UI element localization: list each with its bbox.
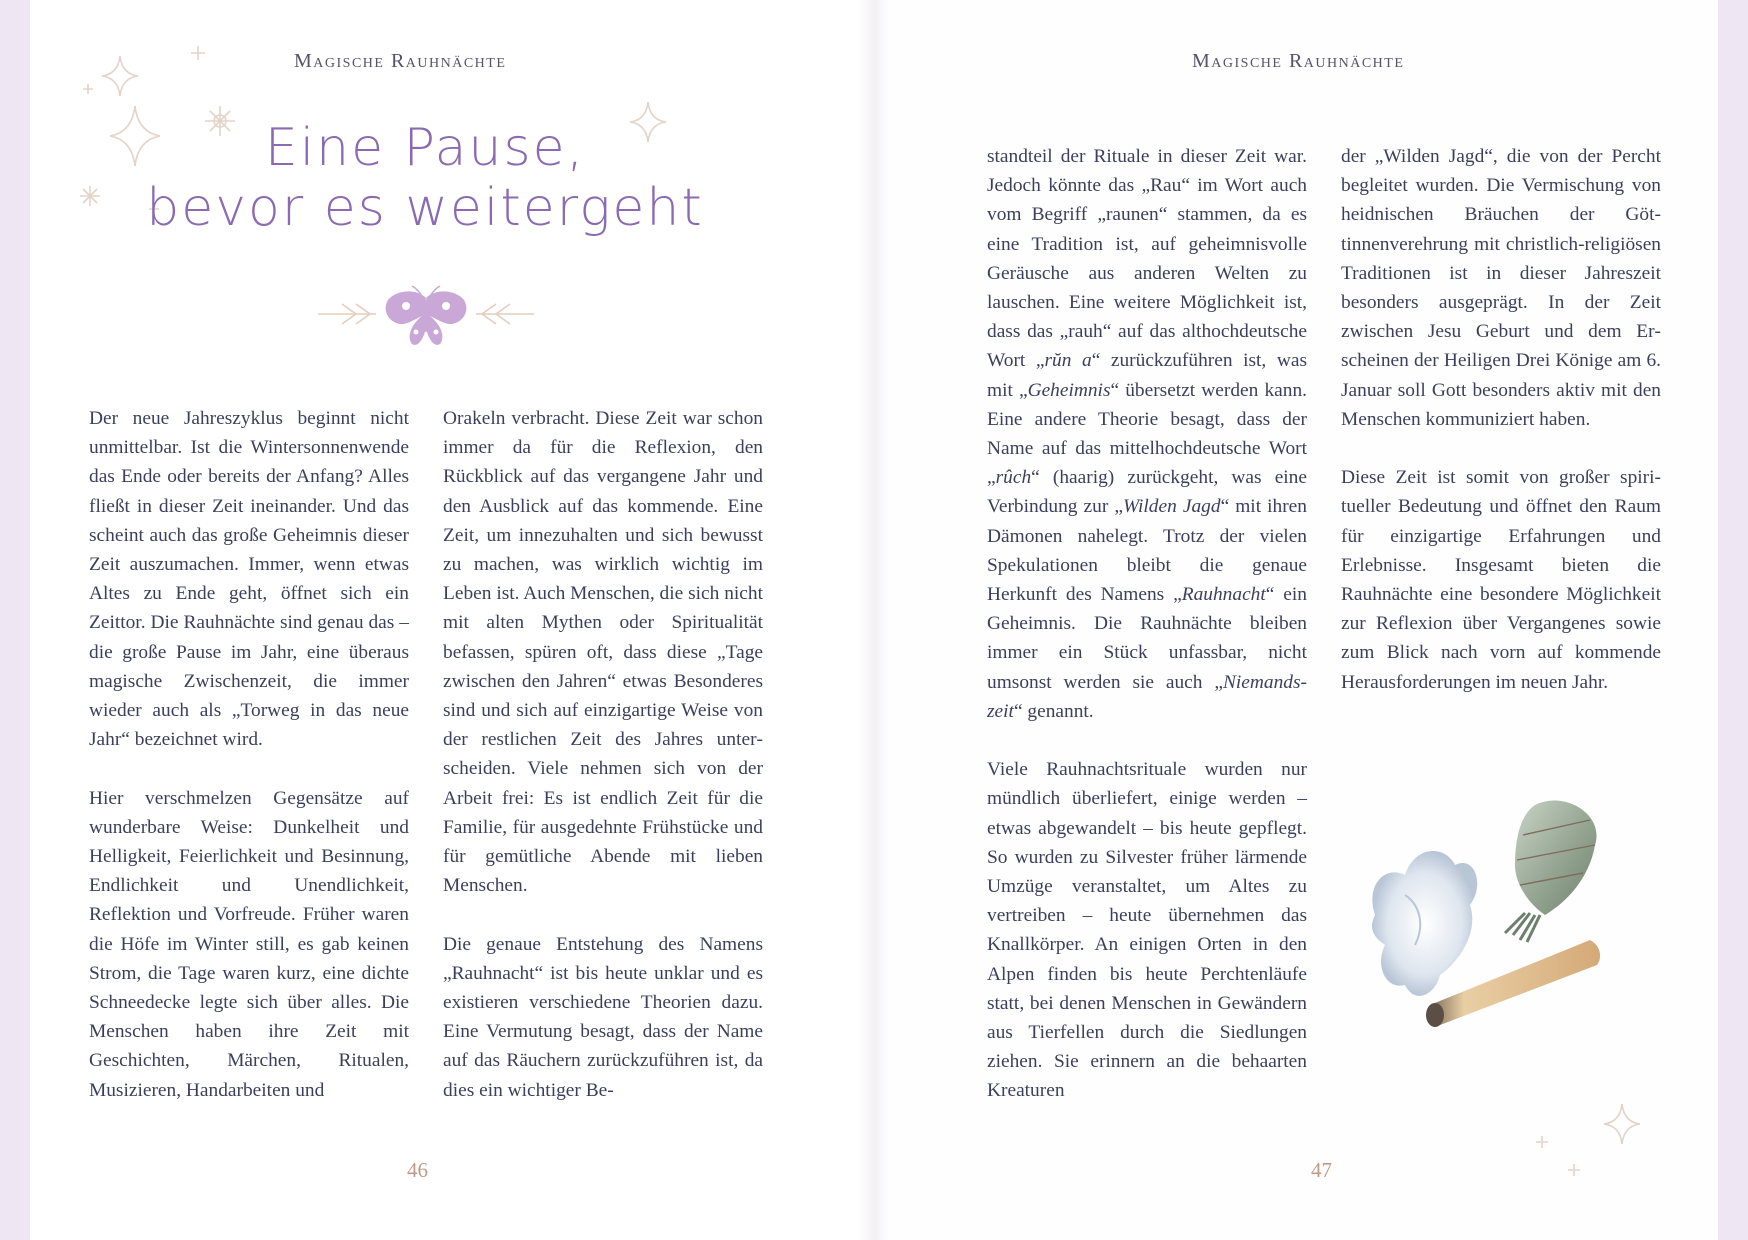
page-number-left: 46 [407, 1158, 428, 1182]
italic-term: Rauhnacht [1181, 584, 1266, 606]
paragraph: Viele Rauhnachtsrituale wurden nur mündlich überliefert, einige werden – etwas abgewandelt – bis heute gepflegt. So wurden zu Silvester früher lärmende Umzüge veranstaltet, um Altes zu vertreiben – heute übernehmen das Knallkörper. An einigen Orten in den Alpen finden bis heute Perchtenläufe statt, bei denen Menschen in Gewändern aus Tierfellen durch die Siedlungen ziehen. Sie erinnern an die behaarten Kreaturen [987, 759, 1307, 1102]
chapter-title-line1: Eine Pause, [264, 118, 586, 178]
text-run: “ ein Geheimnis. Die Rauhnächte bleiben immer ein Stück unfassbar, nicht umsonst werden sie auch „ [987, 584, 1307, 693]
text-column-2 [443, 404, 763, 1105]
italic-term: Geheimnis [1027, 379, 1111, 401]
text-column-4 [1341, 142, 1661, 697]
chapter-title [120, 118, 730, 238]
paragraph: Hier verschmelzen Gegensätze auf wunderbare Weise: Dunkelheit und Helligkeit, Feierlichkeit und Besinnung, Endlichkeit und Unendlichkeit, Reflektion und Vorfreude. Früher waren die Höfe im Winter still, es gab keinen Strom, die Tage waren kurz, eine dichte Schneedecke legte sich über alles. Die Menschen haben ihre Zeit mit Geschichten, Märchen, Ritualen, Musizieren, Handarbeiten und [89, 787, 409, 1101]
text-column-1 [89, 404, 409, 1105]
italic-term: rŭn a [1044, 350, 1092, 372]
italic-term: Niemandszeit [987, 671, 1307, 722]
moth-ornament-icon [316, 280, 536, 350]
text-column-3 [987, 142, 1307, 1106]
star-sparkle-icon [1522, 1100, 1642, 1180]
running-head-left: Magische Rauhnächte [294, 50, 507, 72]
paragraph [987, 142, 1307, 726]
text-run: “ (haarig) zurückgeht, was eine Verbindung zur „ [987, 467, 1307, 518]
paragraph: Orakeln verbracht. Diese Zeit war schon immer da für die Reflexion, den Rückblick auf das vergangene Jahr und den Ausblick auf das kommende. Eine Zeit, um innezuhalten und sich bewusst zu machen, was wirklich wichtig im Leben ist. Auch Menschen, die sich nicht mit alten Mythen oder Spiritualität befassen, spüren oft, dass diese „Tage zwischen den Jahren“ etwas Besonderes sind und sich auf einzigartige Weise von der restlichen Zeit des Jahres unterscheiden. Viele nehmen sich von der Arbeit frei: Es ist endlich Zeit für die Familie, für ausgedehnte Frühstücke und für gemütliche Abende mit lieben Menschen. [443, 408, 763, 897]
paragraph: Die genaue Entstehung des Namens „Rauhnacht“ ist bis heute unklar und es existieren verschiedene Theorien dazu. Eine Vermutung besagt, dass der Name auf das Räuchern zurückzuführen ist, da dies ein wichtiger Be- [443, 933, 763, 1101]
paragraph: Diese Zeit ist somit von großer spiritueller Bedeutung und öffnet den Raum für einzigartige Erfahrungen und Erlebnisse. Insgesamt bieten die Rauhnächte eine besondere Möglichkeit zur Reflexion über Vergangenes sowie zum Blick nach vorn auf kommende Herausforderungen im neuen Jahr. [1341, 467, 1661, 693]
italic-term: rûch [995, 467, 1032, 489]
page-number-right: 47 [1311, 1158, 1332, 1182]
book-gutter [858, 0, 890, 1240]
chapter-title-line2: bevor es weitergeht [146, 178, 704, 238]
italic-term: Wilden Jagd [1122, 496, 1221, 518]
paragraph: der „Wilden Jagd“, die von der Percht begleitet wurden. Die Vermischung von heidnischen Bräuchen der Göttinnenverehrung mit christlich-religiösen Traditionen ist in dieser Jahreszeit besonders ausgeprägt. In der Zeit zwischen Jesu Geburt und dem Erscheinen der Heiligen Drei Könige am 6. Januar soll Gott besonders aktiv mit den Menschen kommuniziert haben. [1341, 146, 1661, 430]
text-run: “ zurückzuführen ist, was mit „ [987, 350, 1308, 401]
text-run: standteil der Rituale in dieser Zeit war. Jedoch könnte das „Rau“ im Wort auch vom Begriff „raunen“ stammen, da es eine Tradition ist, auf geheimnisvolle Geräusche aus anderen Welten zu lauschen. Eine weitere Möglichkeit ist, dass das „rauh“ auf das althochdeutsche Wort „ [987, 146, 1307, 372]
running-head-right: Magische Rauhnächte [1192, 50, 1405, 72]
text-run: “ mit ihren Dämonen nahelegt. Trotz der vielen Spekulationen bleibt die genaue Herkunft des Namens „ [987, 496, 1307, 606]
text-run: “ übersetzt werden kann. Eine andere Theorie besagt, dass der Name auf das mittelhochdeutsche Wort „ [987, 379, 1307, 489]
text-run: “ genannt. [1013, 700, 1094, 722]
smudge-stick-illustration [1365, 795, 1625, 1035]
paragraph: Der neue Jahreszyklus beginnt nicht unmittelbar. Ist die Wintersonnenwende das Ende oder bereits der Anfang? Alles fließt in dieser Zeit ineinander. Und das scheint auch das große Geheimnis dieser Zeit auszumachen. Immer, wenn etwas Altes zu Ende geht, öffnet sich ein Zeittor. Die Rauhnächte sind genau das – die große Pause im Jahr, eine überaus magische Zwischenzeit, die immer wieder auch als „Torweg in das neue Jahr“ bezeichnet wird. [89, 408, 409, 751]
